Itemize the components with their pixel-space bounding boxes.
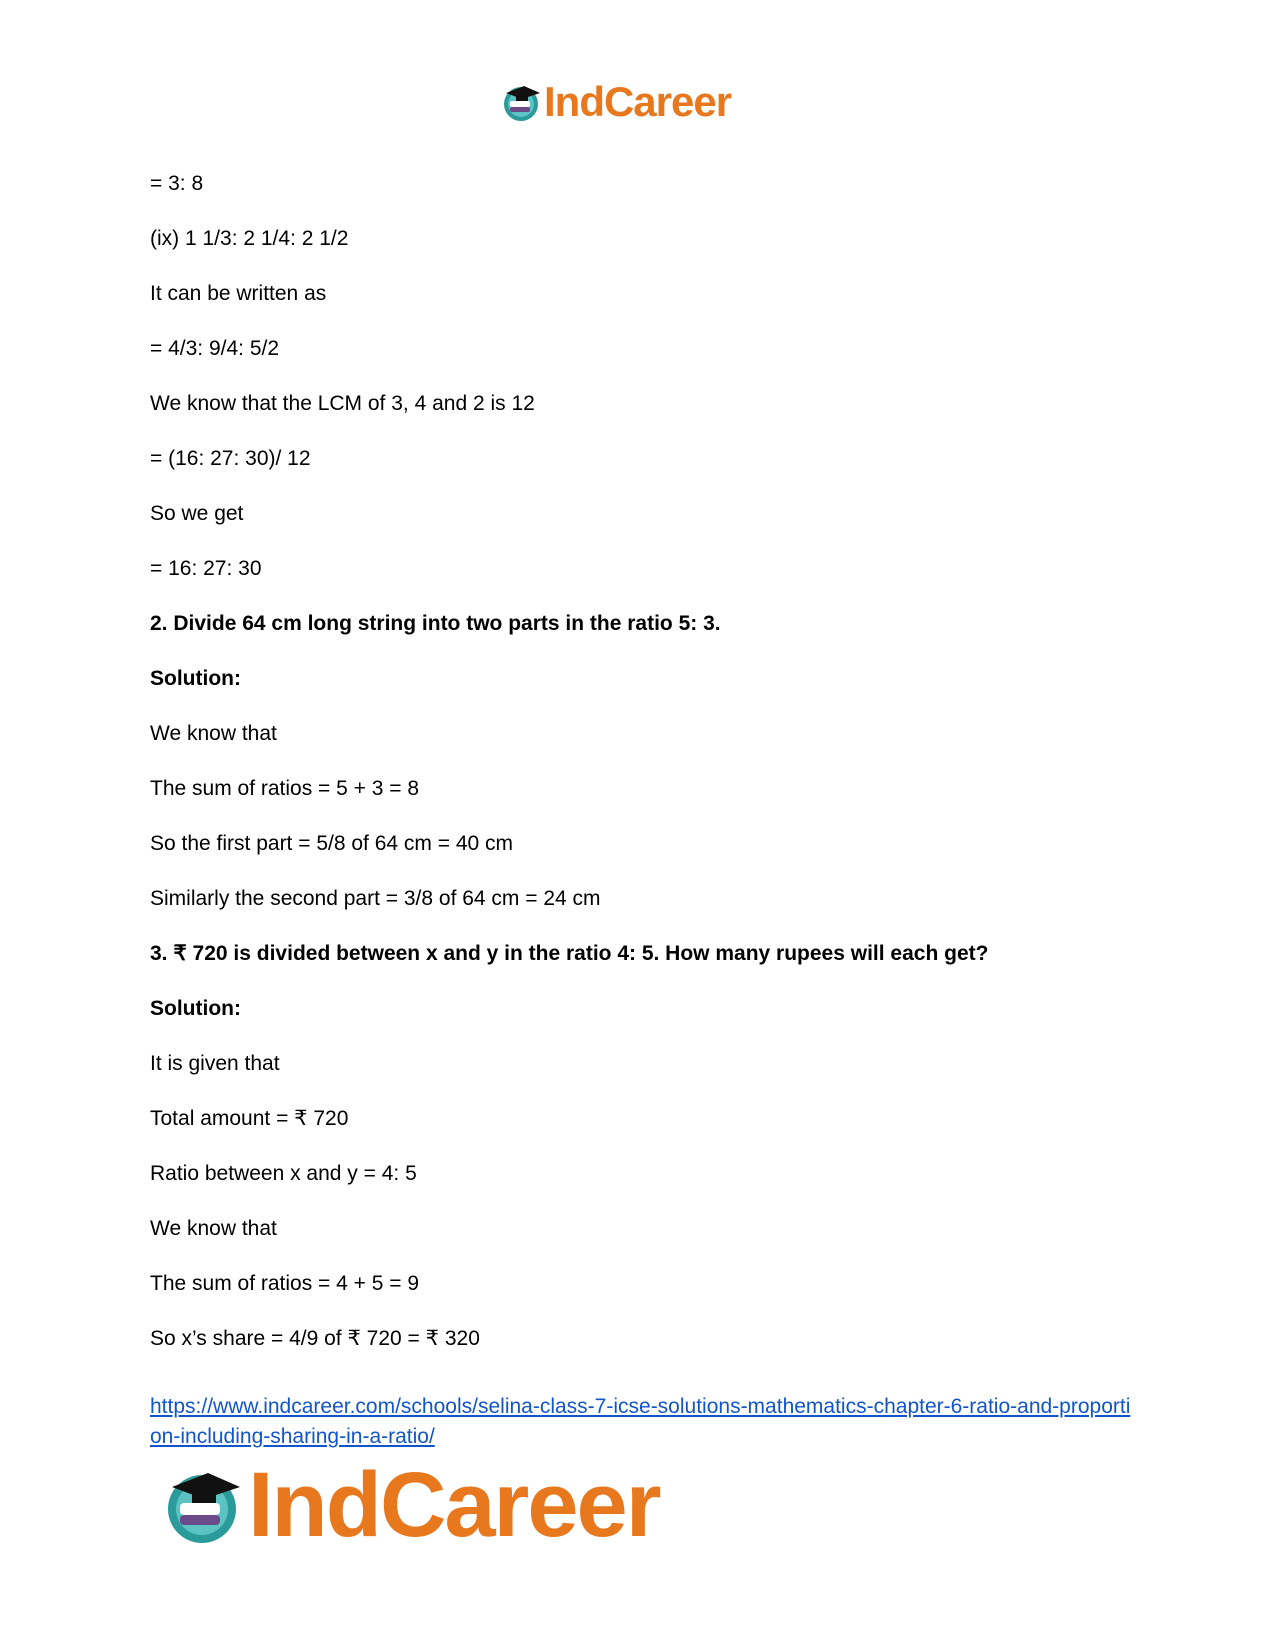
question-heading: 3. ₹ 720 is divided between x and y in the ratio 4: 5. How many rupees will each get? — [150, 942, 989, 965]
text-line: We know that — [150, 722, 277, 745]
text-line: = 16: 27: 30 — [150, 557, 262, 580]
question-heading: 2. Divide 64 cm long string into two parts in the ratio 5: 3. — [150, 612, 721, 635]
footer-logo — [160, 1453, 660, 1556]
text-line: We know that — [150, 1217, 277, 1240]
text-line: Similarly the second part = 3/8 of 64 cm = 24 cm — [150, 887, 601, 910]
graduation-globe-icon — [500, 81, 542, 123]
question-heading: Solution: — [150, 667, 241, 690]
text-line: The sum of ratios = 4 + 5 = 9 — [150, 1272, 420, 1295]
text-line: Ratio between x and y = 4: 5 — [150, 1162, 417, 1185]
text-line: Total amount = ₹ 720 — [150, 1107, 349, 1130]
text-line: = (16: 27: 30)/ 12 — [150, 447, 311, 470]
header-logo — [500, 80, 731, 124]
text-line: So we get — [150, 502, 244, 525]
text-line: = 3: 8 — [150, 172, 204, 195]
text-line: It is given that — [150, 1052, 280, 1075]
text-line: So the first part = 5/8 of 64 cm = 40 cm — [150, 832, 514, 855]
text-line: The sum of ratios = 5 + 3 = 8 — [150, 777, 420, 800]
logo-text: IndCareer — [544, 78, 732, 125]
text-line: It can be written as — [150, 282, 327, 305]
question-heading: Solution: — [150, 997, 241, 1020]
text-line: So x’s share = 4/9 of ₹ 720 = ₹ 320 — [150, 1327, 480, 1350]
text-line: = 4/3: 9/4: 5/2 — [150, 337, 280, 360]
text-line: We know that the LCM of 3, 4 and 2 is 12 — [150, 392, 535, 415]
source-link[interactable]: https://www.indcareer.com/schools/selina-class-7-icse-solutions-mathematics-chapter-6-ratio-and-proportion-including-sharing-in-a-ratio/ — [150, 1395, 1131, 1448]
document-body — [150, 170, 1150, 1380]
text-line: (ix) 1 1/3: 2 1/4: 2 1/2 — [150, 227, 349, 250]
logo-text: IndCareer — [248, 1453, 660, 1556]
graduation-globe-icon — [160, 1463, 244, 1547]
